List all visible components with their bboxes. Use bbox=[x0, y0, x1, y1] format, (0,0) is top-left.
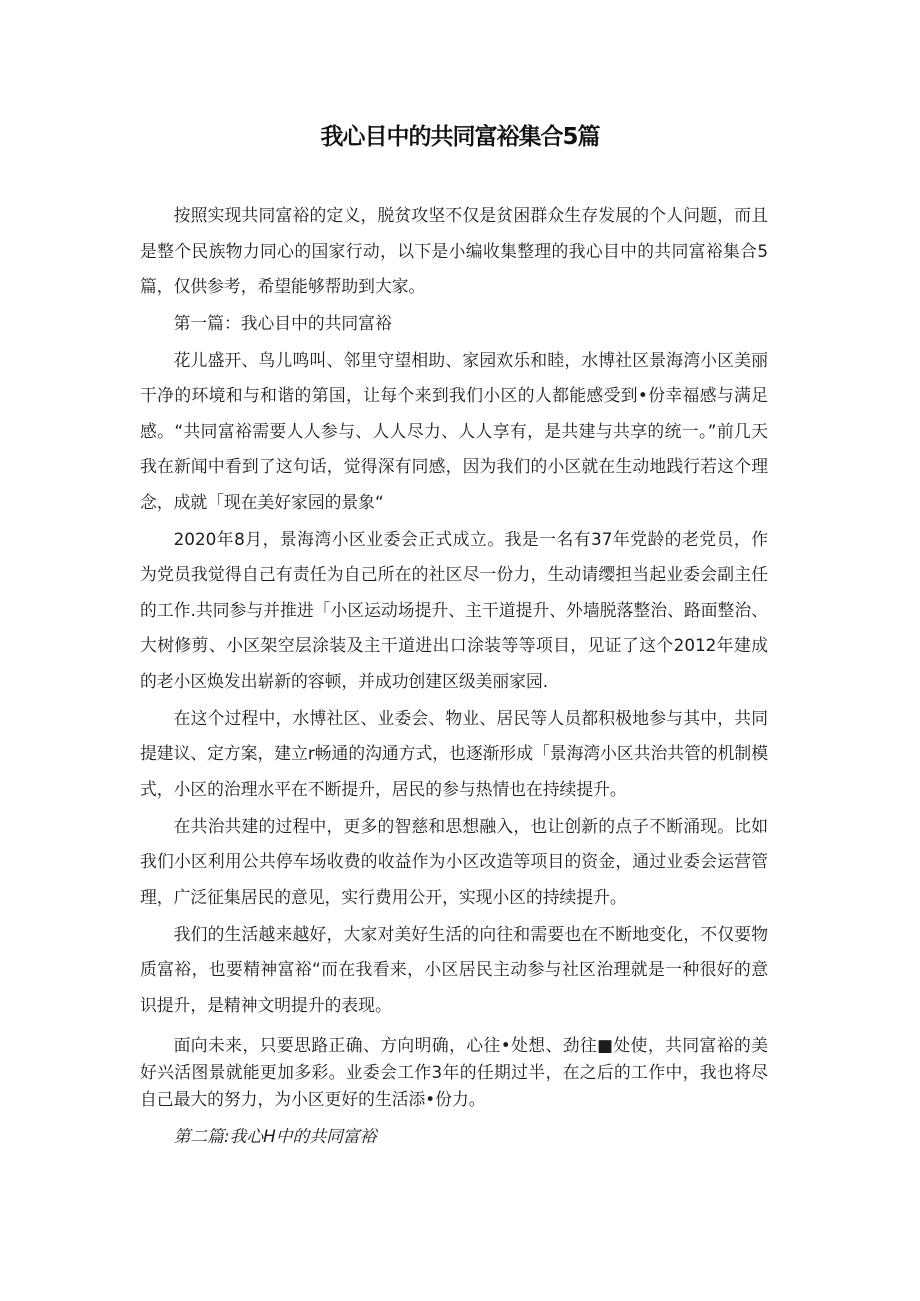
body-paragraph: 在共治共建的过程中，更多的智慈和思想融入，也让创新的点子不断涌现。比如我们小区利用公共停车场收费的收益作为小区改造等项目的资金，通过业委会运营管理，广泛征集居民的意见，实行费用公开，实现小区的持续提升。 bbox=[140, 815, 768, 907]
document-body bbox=[140, 198, 768, 1156]
intro-paragraph: 按照实现共同富裕的定义，脱贫攻坚不仅是贫困群众生存发展的个人问题，而且是整个民族物力同心的国家行动，以下是小编收集整理的我心目中的共同富裕集合5篇，仅供参考，希望能够帮助到大家。 bbox=[140, 205, 768, 296]
body-paragraph: 我们的生活越来越好，大家对美好生活的向往和需要也在不断地变化，不仅要物质富裕，也要精神富裕“而在我看来，小区居民主动参与社区治理就是一种很好的意识提升，是精神文明提升的表现。 bbox=[140, 923, 768, 1015]
body-paragraph: 2020年8月，景海湾小区业委会正式成立。我是一名有37年党龄的老党员，作为党员我觉得自己有责任为自己所在的社区尽一份力，生动请缨担当起业委会副主任的工作.共同参与并推进「小区运动场提升、主干道提升、外墙脱落整治、路面整治、大树修剪、小区架空层涂装及主干道进出口涂装等等项目，见证了这个2012年建成的老小区焕发出崭新的容顿，并成功创建区级美丽家园. bbox=[140, 528, 768, 691]
section-heading-2: 第二篇:我心H中的共同富裕 bbox=[173, 1126, 377, 1146]
body-paragraph: 面向未来，只要思路正确、方向明确，心往•处想、劲往■处使，共同富裕的美好兴活图景就能更加多彩。业委会工作3年的任期过半，在之后的工作中，我也将尽自己最大的努力，为小区更好的生活添•份力。 bbox=[140, 1035, 768, 1109]
document-title: 我心目中的共同富裕集合5篇 bbox=[320, 124, 600, 150]
section-heading-1: 第一篇：我心目中的共同富裕 bbox=[173, 313, 392, 333]
body-paragraph: 花儿盛开、鸟儿鸣叫、邻里守望相助、家园欢乐和睦，水博社区景海湾小区美丽干净的环境和与和谐的第国，让每个来到我们小区的人都能感受到•份幸福感与满足感。“共同富裕需要人人参与、人人尽力、人人享有，是共建与共享的统一。”前几天我在新闻中看到了这句话，觉得深有同感，因为我们的小区就在生动地践行若这个理念，成就「现在美好家园的景象“ bbox=[140, 349, 768, 512]
body-paragraph: 在这个过程中，水博社区、业委会、物业、居民等人员都积极地参与其中，共同提建议、定方案，建立r畅通的沟通方式，也逐渐形成「景海湾小区共治共管的机制模式，小区的治理水平在不断提升，居民的参与热情也在持续提升。 bbox=[140, 707, 768, 799]
